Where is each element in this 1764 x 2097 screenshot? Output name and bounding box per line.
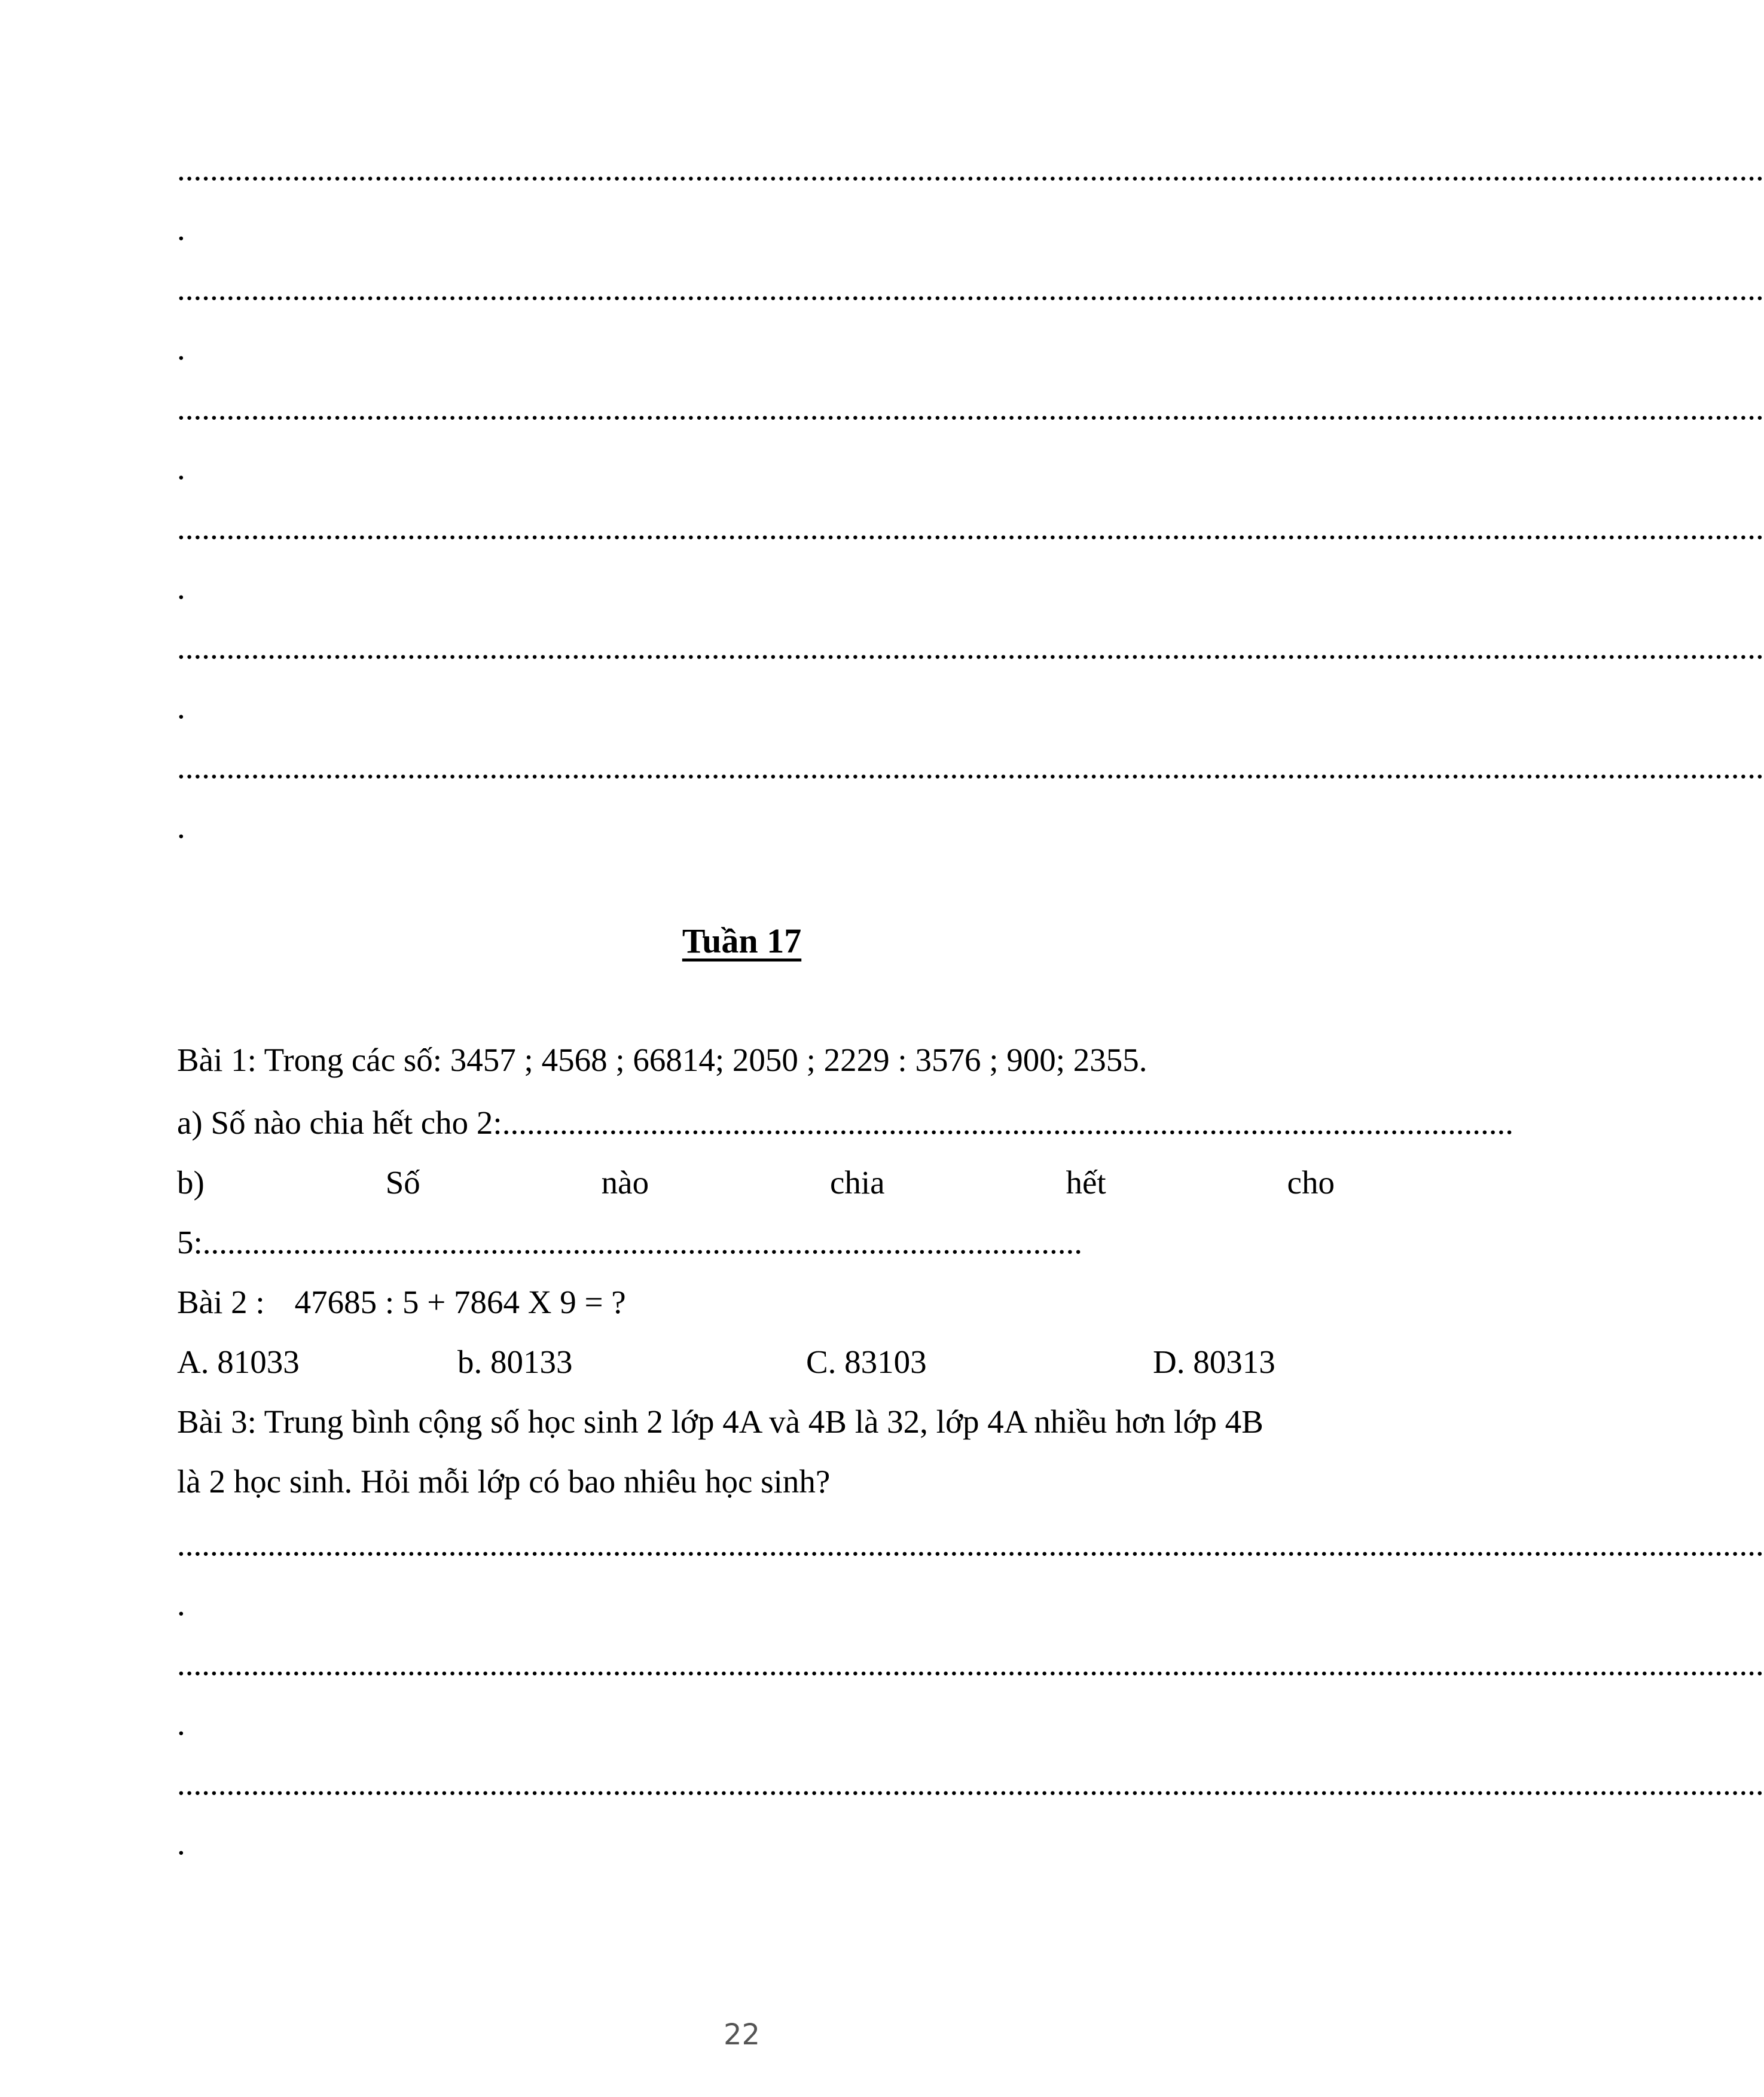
bai2-option-c: C. 83103 (806, 1344, 927, 1380)
answer-line-tail: . (177, 1586, 185, 1622)
answer-line-tail: . (177, 1705, 185, 1742)
bai1-b-word: chia (829, 1164, 885, 1201)
bai2-label: Bài 2 : (177, 1284, 265, 1320)
bai1-b-cont: 5: (177, 1224, 203, 1260)
bai1-a-dots: ........................................................................................................................... (502, 1104, 1513, 1141)
bai1-b-word: nào (601, 1164, 649, 1201)
answer-line-tail: . (177, 330, 185, 367)
bai2-option-a: A. 81033 (177, 1344, 300, 1380)
answer-line-tail: . (177, 450, 185, 486)
bai1-a-row (177, 1104, 1513, 1141)
bai2-option-d: D. 80313 (1153, 1344, 1275, 1380)
week-title: Tuần 17 (682, 921, 802, 960)
answer-line: ................................................................................................................................................................................................. (177, 749, 1764, 785)
answer-line-tail: . (177, 1825, 185, 1861)
bai3-line2: là 2 học sinh. Hỏi mỗi lớp có bao nhiêu học sinh? (177, 1463, 831, 1500)
answer-line-tail: . (177, 210, 185, 247)
answer-line: ................................................................................................................................................................................................. (177, 270, 1764, 307)
bai1-b-word: Số (385, 1164, 420, 1201)
bai2-row (177, 1286, 626, 1318)
page-number: 22 (723, 2018, 761, 2052)
bai1-b-row (177, 1166, 1335, 1199)
answer-line: ................................................................................................................................................................................................. (177, 1646, 1764, 1682)
answer-line-tail: . (177, 808, 185, 845)
bai3-line1: Bài 3: Trung bình cộng số học sinh 2 lớp 4A và 4B là 32, lớp 4A nhiều hơn lớp 4B (177, 1403, 1264, 1440)
answer-line: ................................................................................................................................................................................................. (177, 1526, 1764, 1562)
bai1-b-word: b) (177, 1164, 205, 1201)
bai2-expression: 47685 : 5 + 7864 X 9 = ? (294, 1284, 626, 1320)
bai1-b-word: cho (1287, 1164, 1335, 1201)
answer-line-tail: . (177, 689, 185, 725)
bai1-b-dots: ........................................................................................................... (202, 1224, 1083, 1260)
answer-line: ................................................................................................................................................................................................. (177, 151, 1764, 187)
bai1-b-word: hết (1066, 1164, 1106, 1201)
answer-line: ................................................................................................................................................................................................. (177, 509, 1764, 546)
bai1-a-label: a) Số nào chia hết cho 2: (177, 1104, 502, 1141)
answer-line: ................................................................................................................................................................................................. (177, 629, 1764, 666)
bai1-text: Bài 1: Trong các số: 3457 ; 4568 ; 66814; 2050 ; 2229 : 3576 ; 900; 2355. (177, 1042, 1147, 1078)
answer-line: ................................................................................................................................................................................................. (177, 390, 1764, 426)
answer-line: ................................................................................................................................................................................................. (177, 1765, 1764, 1802)
bai2-option-b: b. 80133 (457, 1344, 573, 1380)
answer-line-tail: . (177, 569, 185, 606)
bai1-b-cont-row (177, 1224, 1083, 1260)
